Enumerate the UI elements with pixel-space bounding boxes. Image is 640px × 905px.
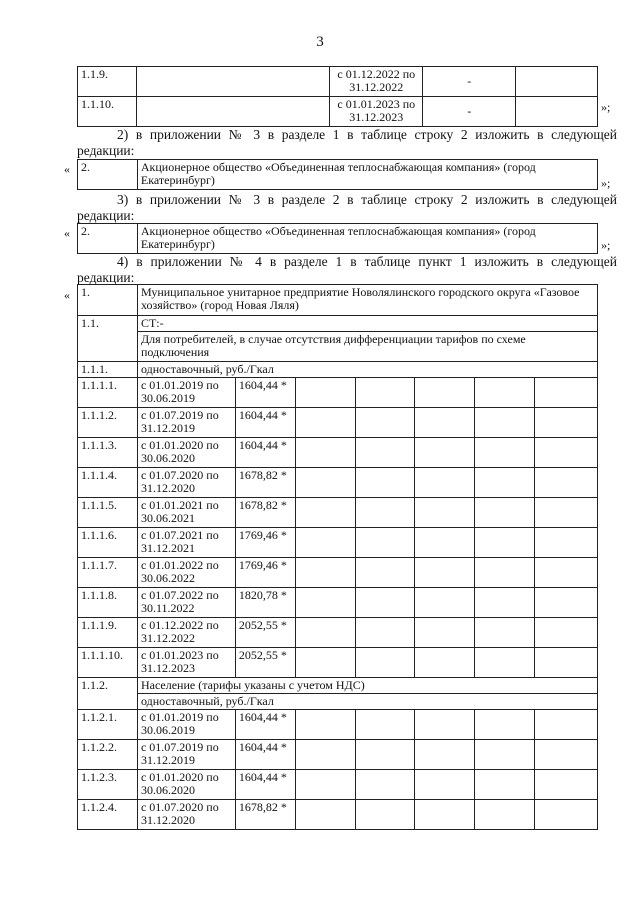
table-row	[78, 498, 598, 528]
value: 2052,55 *	[235, 618, 295, 648]
empty-cell	[355, 740, 415, 770]
empty-cell	[355, 710, 415, 740]
row-number: 1.1.1.3.	[78, 438, 138, 468]
empty-cell	[355, 558, 415, 588]
period: с 01.07.2019 по 31.12.2019	[137, 408, 235, 438]
value: 1604,44 *	[235, 740, 295, 770]
value: -	[423, 67, 516, 97]
empty-cell	[535, 800, 598, 830]
value: 1820,78 *	[235, 588, 295, 618]
empty-cell	[535, 408, 598, 438]
empty-cell	[535, 438, 598, 468]
value: 1604,44 *	[235, 378, 295, 408]
table-row	[78, 160, 598, 190]
value: -	[423, 97, 516, 127]
opening-quote: «	[64, 162, 70, 176]
empty-cell	[415, 498, 475, 528]
empty-cell	[475, 468, 535, 498]
row-number: 1.1.2.2.	[78, 740, 138, 770]
value: 1604,44 *	[235, 438, 295, 468]
row-number: 2.	[78, 224, 138, 254]
paragraph-4-line2: редакции:	[77, 270, 135, 285]
table-row	[78, 285, 598, 316]
empty-cell	[475, 770, 535, 800]
row-number: 1.1.1.5.	[78, 498, 138, 528]
empty-cell	[415, 558, 475, 588]
table-row	[78, 588, 598, 618]
closing-quote: »;	[601, 238, 611, 252]
empty-cell	[475, 710, 535, 740]
period: с 01.01.2022 по 30.06.2022	[137, 558, 235, 588]
empty-cell	[475, 438, 535, 468]
empty-cell	[475, 528, 535, 558]
value: 1604,44 *	[235, 770, 295, 800]
table-row	[78, 770, 598, 800]
period: с 01.12.2022 по 31.12.2022	[330, 67, 423, 97]
table-row	[78, 97, 598, 127]
empty-cell	[295, 558, 355, 588]
row-2-table-a	[77, 159, 598, 190]
value: 1769,46 *	[235, 528, 295, 558]
table-row	[78, 558, 598, 588]
row-number: 1.1.1.6.	[78, 528, 138, 558]
period: с 01.07.2020 по 31.12.2020	[137, 800, 235, 830]
row-number: 1.1.1.7.	[78, 558, 138, 588]
empty-cell	[535, 498, 598, 528]
table-row	[78, 408, 598, 438]
period: с 01.07.2020 по 31.12.2020	[137, 468, 235, 498]
value: 2052,55 *	[235, 648, 295, 678]
empty-cell	[355, 770, 415, 800]
table-row	[78, 438, 598, 468]
empty-cell	[535, 378, 598, 408]
paragraph-3-line2: редакции:	[77, 208, 135, 223]
empty-cell	[475, 740, 535, 770]
row-number: 1.1.1.9.	[78, 618, 138, 648]
empty-cell	[535, 648, 598, 678]
empty-cell	[295, 408, 355, 438]
empty-cell	[535, 468, 598, 498]
empty-cell	[415, 408, 475, 438]
value: 1678,82 *	[235, 498, 295, 528]
value: 1604,44 *	[235, 710, 295, 740]
empty-cell	[355, 498, 415, 528]
empty-cell	[295, 468, 355, 498]
table-row	[78, 740, 598, 770]
empty-cell	[475, 648, 535, 678]
empty-cell	[355, 800, 415, 830]
table-row	[78, 710, 598, 740]
population-label: Население (тарифы указаны с учетом НДС)	[137, 678, 597, 694]
empty-cell	[355, 588, 415, 618]
empty-cell	[415, 468, 475, 498]
opening-quote: «	[64, 288, 70, 302]
empty-cell	[295, 438, 355, 468]
empty-cell	[355, 468, 415, 498]
empty-cell	[415, 740, 475, 770]
empty-cell	[415, 588, 475, 618]
empty-cell	[475, 618, 535, 648]
opening-quote: «	[64, 226, 70, 240]
empty-cell	[475, 408, 535, 438]
row-number: 1.1.2.	[78, 678, 138, 710]
period: с 01.01.2019 по 30.06.2019	[137, 378, 235, 408]
empty-cell	[355, 528, 415, 558]
empty-cell	[295, 498, 355, 528]
period: с 01.01.2020 по 30.06.2020	[137, 438, 235, 468]
empty-cell	[415, 528, 475, 558]
empty-cell	[295, 740, 355, 770]
empty-cell	[295, 378, 355, 408]
table-row	[78, 362, 598, 378]
table-row	[78, 378, 598, 408]
empty-cell	[295, 648, 355, 678]
top-table	[77, 66, 598, 127]
period: с 01.07.2019 по 31.12.2019	[137, 740, 235, 770]
consumers-label: Для потребителей, в случае отсутствия дифференциации тарифов по схеме подключения	[137, 332, 597, 362]
section-label: СТ:-	[137, 316, 597, 332]
org-name: Акционерное общество «Объединенная теплоснабжающая компания» (город Екатеринбург)	[137, 160, 597, 190]
empty-cell	[355, 408, 415, 438]
paragraph-3-line1: 3) в приложении № 3 в разделе 2 в таблице строку 2 изложить в следующей	[117, 192, 617, 207]
row-number: 2.	[78, 160, 138, 190]
row-number: 1.1.1.2.	[78, 408, 138, 438]
row-number: 1.1.9.	[78, 67, 137, 97]
empty-cell	[295, 528, 355, 558]
empty-cell	[475, 800, 535, 830]
empty-cell	[355, 438, 415, 468]
empty-cell	[355, 618, 415, 648]
table-row	[78, 678, 598, 694]
row-number: 1.1.1.	[78, 362, 138, 378]
row-number: 1.1.2.3.	[78, 770, 138, 800]
empty-cell	[415, 618, 475, 648]
closing-quote: »;	[601, 100, 611, 114]
paragraph-2-line2: редакции:	[77, 143, 135, 158]
tariff-table	[77, 284, 598, 830]
empty-cell	[475, 378, 535, 408]
empty-cell	[475, 558, 535, 588]
empty-cell	[535, 710, 598, 740]
period: с 01.01.2023 по 31.12.2023	[137, 648, 235, 678]
table-row	[78, 332, 598, 362]
empty-cell	[415, 438, 475, 468]
row-number: 1.1.1.8.	[78, 588, 138, 618]
period: с 01.01.2019 по 30.06.2019	[137, 710, 235, 740]
table-row	[78, 67, 598, 97]
empty-cell	[415, 378, 475, 408]
row-number: 1.1.10.	[78, 97, 137, 127]
rate-type-label: одноставочный, руб./Гкал	[137, 694, 597, 710]
table-row	[78, 694, 598, 710]
empty-cell	[295, 588, 355, 618]
empty-cell	[295, 800, 355, 830]
period: с 01.12.2022 по 31.12.2022	[137, 618, 235, 648]
empty-cell	[535, 588, 598, 618]
row-number: 1.1.2.1.	[78, 710, 138, 740]
empty-cell	[295, 710, 355, 740]
row-number: 1.	[78, 285, 138, 316]
empty-cell	[355, 648, 415, 678]
period: с 01.01.2023 по 31.12.2023	[330, 97, 423, 127]
table-row	[78, 618, 598, 648]
empty-cell	[535, 740, 598, 770]
period: с 01.01.2020 по 30.06.2020	[137, 770, 235, 800]
empty-cell	[415, 710, 475, 740]
empty-cell	[295, 618, 355, 648]
org-name: Муниципальное унитарное предприятие Новолялинского городского округа «Газовое хозяйство» (город Новая Ляля)	[137, 285, 597, 316]
table-row	[78, 528, 598, 558]
closing-quote: »;	[601, 176, 611, 190]
empty-cell	[535, 770, 598, 800]
period: с 01.07.2022 по 30.11.2022	[137, 588, 235, 618]
row-2-table-b	[77, 223, 598, 254]
empty-cell	[415, 800, 475, 830]
table-row	[78, 316, 598, 332]
table-row	[78, 800, 598, 830]
paragraph-2-line1: 2) в приложении № 3 в разделе 1 в таблице строку 2 изложить в следующей	[117, 127, 617, 142]
table-row	[78, 224, 598, 254]
page-number: 3	[316, 34, 324, 50]
value: 1678,82 *	[235, 468, 295, 498]
row-number: 1.1.1.4.	[78, 468, 138, 498]
empty-cell	[535, 618, 598, 648]
empty-cell	[535, 558, 598, 588]
value: 1678,82 *	[235, 800, 295, 830]
empty-cell	[475, 498, 535, 528]
row-number: 1.1.1.1.	[78, 378, 138, 408]
empty-cell	[535, 528, 598, 558]
empty-cell	[355, 378, 415, 408]
table-row	[78, 648, 598, 678]
org-name: Акционерное общество «Объединенная теплоснабжающая компания» (город Екатеринбург)	[137, 224, 597, 254]
paragraph-4-line1: 4) в приложении № 4 в разделе 1 в таблице пункт 1 изложить в следующей	[117, 254, 617, 269]
rate-type-label: одноставочный, руб./Гкал	[137, 362, 597, 378]
row-number: 1.1.	[78, 316, 138, 362]
period: с 01.07.2021 по 31.12.2021	[137, 528, 235, 558]
table-row	[78, 468, 598, 498]
period: с 01.01.2021 по 30.06.2021	[137, 498, 235, 528]
empty-cell	[295, 770, 355, 800]
value: 1769,46 *	[235, 558, 295, 588]
empty-cell	[475, 588, 535, 618]
row-number: 1.1.1.10.	[78, 648, 138, 678]
value: 1604,44 *	[235, 408, 295, 438]
empty-cell	[415, 770, 475, 800]
row-number: 1.1.2.4.	[78, 800, 138, 830]
empty-cell	[415, 648, 475, 678]
